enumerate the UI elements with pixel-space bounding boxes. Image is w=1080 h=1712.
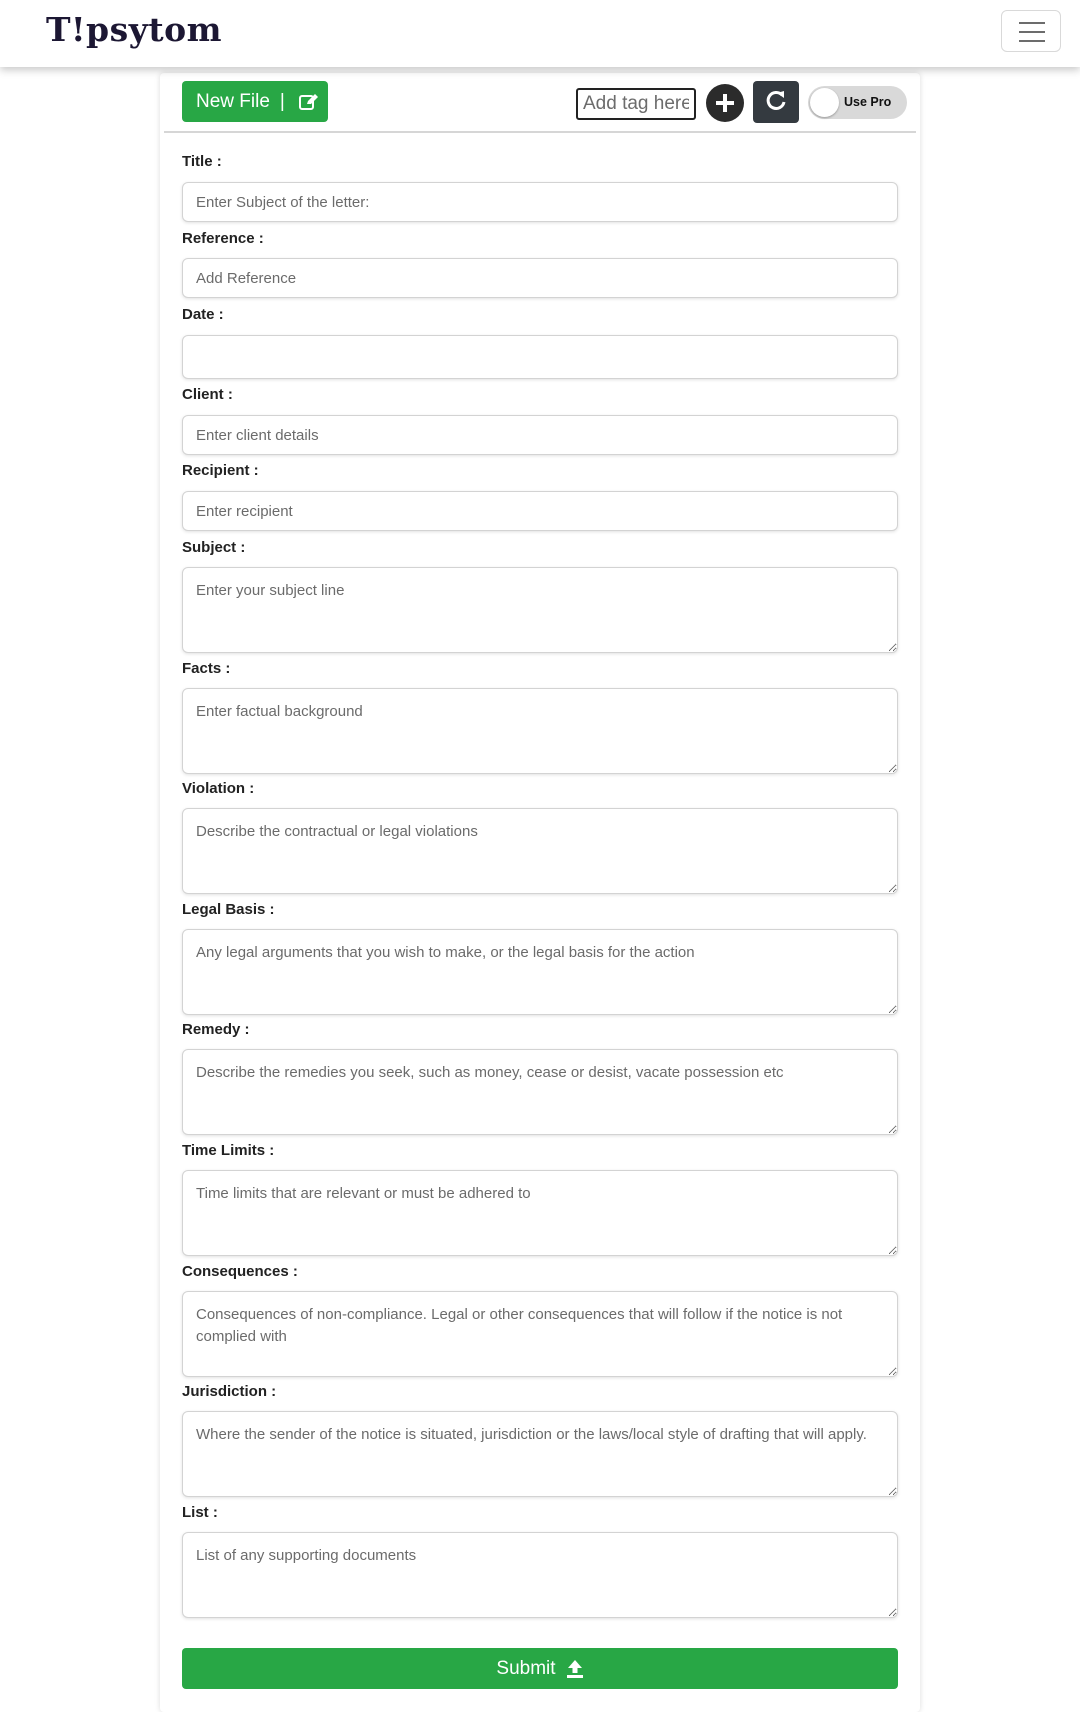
- violation-label: Violation :: [182, 780, 255, 797]
- remedy-textarea[interactable]: [182, 1049, 898, 1135]
- menu-toggle-button[interactable]: [1001, 10, 1061, 52]
- date-input[interactable]: [182, 335, 898, 379]
- facts-textarea[interactable]: [182, 688, 898, 774]
- title-input[interactable]: [182, 182, 898, 222]
- upload-icon: [566, 1659, 584, 1679]
- recipient-label: Recipient :: [182, 462, 259, 479]
- client-input[interactable]: [182, 415, 898, 455]
- legal-basis-label: Legal Basis :: [182, 901, 275, 918]
- legal-basis-textarea[interactable]: [182, 929, 898, 1015]
- time-limits-textarea[interactable]: [182, 1170, 898, 1256]
- submit-button[interactable]: [182, 1648, 898, 1689]
- time-limits-label: Time Limits :: [182, 1142, 275, 1159]
- add-tag-button[interactable]: [706, 84, 744, 122]
- hamburger-menu-icon: [1019, 22, 1045, 24]
- recipient-input[interactable]: [182, 491, 898, 531]
- refresh-button[interactable]: [753, 81, 799, 123]
- tag-input[interactable]: [576, 88, 696, 120]
- consequences-label: Consequences :: [182, 1263, 298, 1280]
- jurisdiction-textarea[interactable]: [182, 1411, 898, 1497]
- use-pro-label: Use Pro: [844, 95, 892, 109]
- hamburger-menu-icon-line: [1019, 40, 1045, 42]
- jurisdiction-label: Jurisdiction :: [182, 1383, 277, 1400]
- facts-label: Facts :: [182, 660, 231, 677]
- use-pro-toggle[interactable]: [808, 86, 907, 119]
- hamburger-menu-icon-line: [1019, 31, 1045, 33]
- remedy-label: Remedy :: [182, 1021, 250, 1038]
- subject-label: Subject :: [182, 539, 246, 556]
- submit-label: Submit: [496, 1657, 556, 1679]
- reference-label: Reference :: [182, 230, 264, 247]
- title-label: Title :: [182, 153, 222, 170]
- subject-textarea[interactable]: [182, 567, 898, 653]
- edit-icon: [299, 93, 319, 111]
- refresh-icon: [753, 81, 799, 123]
- plus-icon: [706, 84, 744, 122]
- new-file-label: New File: [196, 90, 270, 112]
- top-navbar: [0, 0, 1080, 67]
- new-file-separator: |: [279, 90, 285, 112]
- violation-textarea[interactable]: [182, 808, 898, 894]
- client-label: Client :: [182, 386, 233, 403]
- toggle-knob: [810, 88, 839, 117]
- consequences-textarea[interactable]: [182, 1291, 898, 1377]
- toolbar-divider: [164, 131, 916, 133]
- new-file-button[interactable]: [182, 81, 328, 122]
- date-label: Date :: [182, 306, 224, 323]
- list-label: List :: [182, 1504, 218, 1521]
- list-textarea[interactable]: [182, 1532, 898, 1618]
- reference-input[interactable]: [182, 258, 898, 298]
- brand-logo[interactable]: T!psytom: [46, 10, 223, 49]
